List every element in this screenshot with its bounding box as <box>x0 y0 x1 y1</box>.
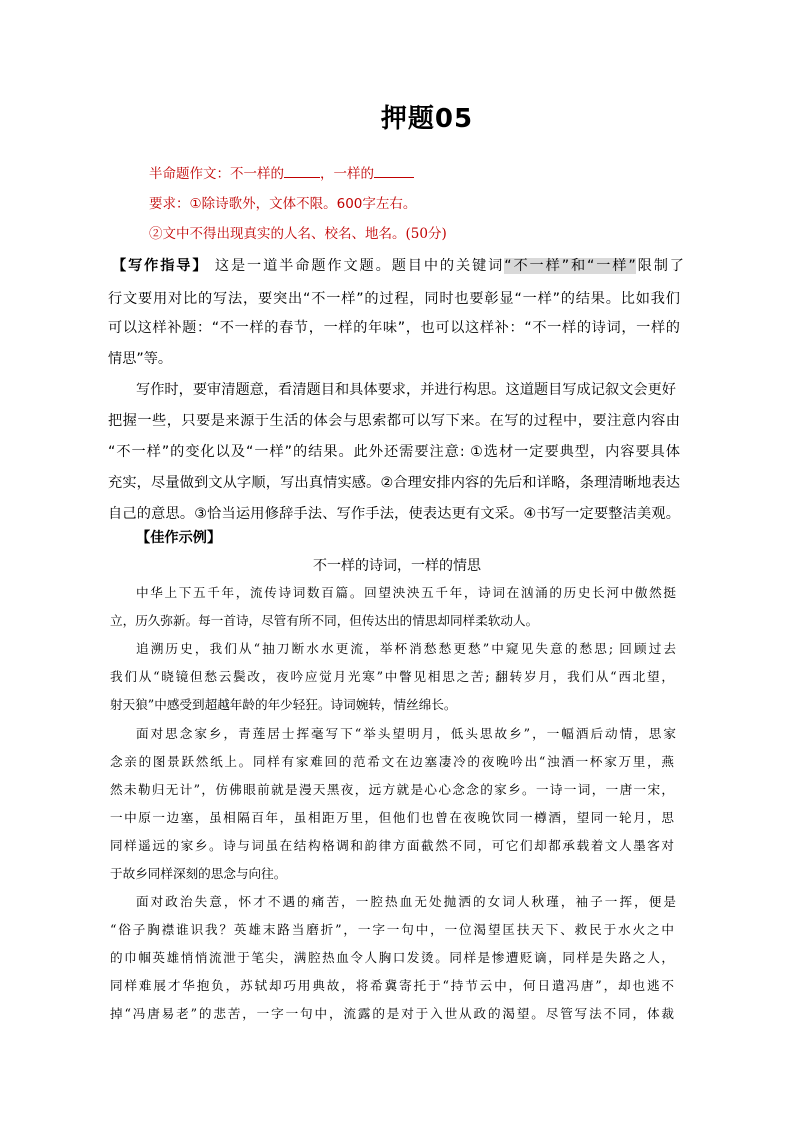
guide-p2-line-2: 把握一些，只要是来源于生活的体会与思索都可以写下来。在写的过程中，要注意内容由 <box>108 413 680 429</box>
guide-line-3: 可以这样补题：“不一样的春节，一样的年味”，也可以这样补：“不一样的诗词，一样的 <box>108 320 680 336</box>
essay-line-8: 然未勒归无计”，仿佛眼前就是漫天黑夜，远方就是心心念念的家乡。一诗一词，一唐一宋， <box>110 782 674 797</box>
guide-p2-line-5: 自己的意思。③恰当运用修辞手法、写作手法，使表达更有文采。④书写一定要整洁美观。 <box>108 506 680 522</box>
essay-line-16: 掉“冯唐易老”的悲苦，一字一句中，流露的是对于入世从政的渴望。尽管写法不同，体裁 <box>110 1006 674 1021</box>
essay-line-5: 射天狼”中感受到超越年龄的年少轻狂。诗词婉转，情丝绵长。 <box>110 697 457 712</box>
blank-underline-2 <box>374 165 414 178</box>
essay-line-13: “俗子胸襟谁识我？英雄末路当磨折”，一字一句中，一位渴望匡扶天下、救民于水火之中 <box>110 922 674 937</box>
essay-line-14: 的巾帼英雄悄悄流泄于笔尖，满腔热血令人胸口发烫。同样是惨遭贬谪，同样是失路之人， <box>110 950 674 965</box>
essay-line-3: 追溯历史，我们从“抽刀断水水更流，举杯消愁愁更愁”中窥见失意的愁思; 回顾过去 <box>136 641 676 656</box>
essay-line-4: 我们从“晓镜但愁云鬓改，夜吟应觉月光寒”中瞥见相思之苦; 翻转岁月，我们从“西北望， <box>110 669 674 684</box>
topic-line <box>149 162 414 182</box>
essay-title: 不一样的诗词，一样的情思 <box>313 558 481 574</box>
guide-label: 【写作指导】 <box>112 258 209 274</box>
guide-highlight: “不一样”和“一样” <box>504 258 636 274</box>
essay-line-1: 中华上下五千年，流传诗词数百篇。回望泱泱五千年，诗词在汹涌的历史长河中傲然挺 <box>136 585 676 600</box>
topic-middle: ，一样的 <box>320 166 374 182</box>
essay-line-6: 面对思念家乡，青莲居士挥毫写下“举头望明月，低头思故乡”，一幅酒后动情，思家 <box>136 726 676 741</box>
essay-line-12: 面对政治失意，怀才不遇的痛苦，一腔热血无处抛洒的女词人秋瑾，袖子一挥，便是 <box>136 894 676 909</box>
guide-text-b: 限制了 <box>635 258 684 274</box>
requirement-line-1: 要求：①除诗歌外，文体不限。600字左右。 <box>149 196 417 212</box>
blank-underline-1 <box>284 165 320 178</box>
essay-line-10: 同样遥远的家乡。诗与词虽在结构格调和韵律方面截然不同，可它们却都承载着文人墨客对 <box>110 838 674 853</box>
essay-line-9: 一中原一边塞，虽相隔百年，虽相距万里，但他们也曾在夜晚饮同一樽酒，望同一轮月，思 <box>110 810 674 825</box>
essay-line-11: 于故乡同样深刻的思念与向往。 <box>110 866 287 881</box>
page-title: 押题05 <box>380 104 474 134</box>
guide-line-2: 行文要用对比的写法，要突出“不一样”的过程，同时也要彰显“一样”的结果。比如我们 <box>108 291 680 307</box>
example-label: 【佳作示例】 <box>136 530 222 546</box>
guide-p2-line-1: 写作时，要审清题意，看清题目和具体要求，并进行构思。这道题目写成记叙文会更好 <box>136 382 676 398</box>
essay-line-7: 念亲的图景跃然纸上。同样有家难回的范希文在边塞凄冷的夜晚吟出“浊酒一杯家万里，燕 <box>110 754 674 769</box>
guide-line-1 <box>112 255 684 275</box>
guide-line-4: 情思”等。 <box>108 351 173 367</box>
essay-line-15: 同样难展才华抱负，苏轼却巧用典故，将希冀寄托于“持节云中，何日遣冯唐”，却也逃不 <box>110 978 674 993</box>
topic-prefix: 半命题作文：不一样的 <box>149 166 284 182</box>
requirement-line-2: ②文中不得出现真实的人名、校名、地名。(50分) <box>149 226 447 242</box>
essay-line-2: 立，历久弥新。每一首诗，尽管有所不同，但传达出的情思却同样柔软动人。 <box>110 613 539 628</box>
guide-p2-line-4: 充实，尽量做到文从字顺，写出真情实感。②合理安排内容的先后和详略，条理清晰地表达 <box>108 475 680 491</box>
guide-text-a: 这是一道半命题作文题。题目中的关键词 <box>208 258 505 274</box>
guide-p2-line-3: “不一样”的变化以及“一样”的结果。此外还需要注意: ①选材一定要典型，内容要具体 <box>108 444 680 460</box>
